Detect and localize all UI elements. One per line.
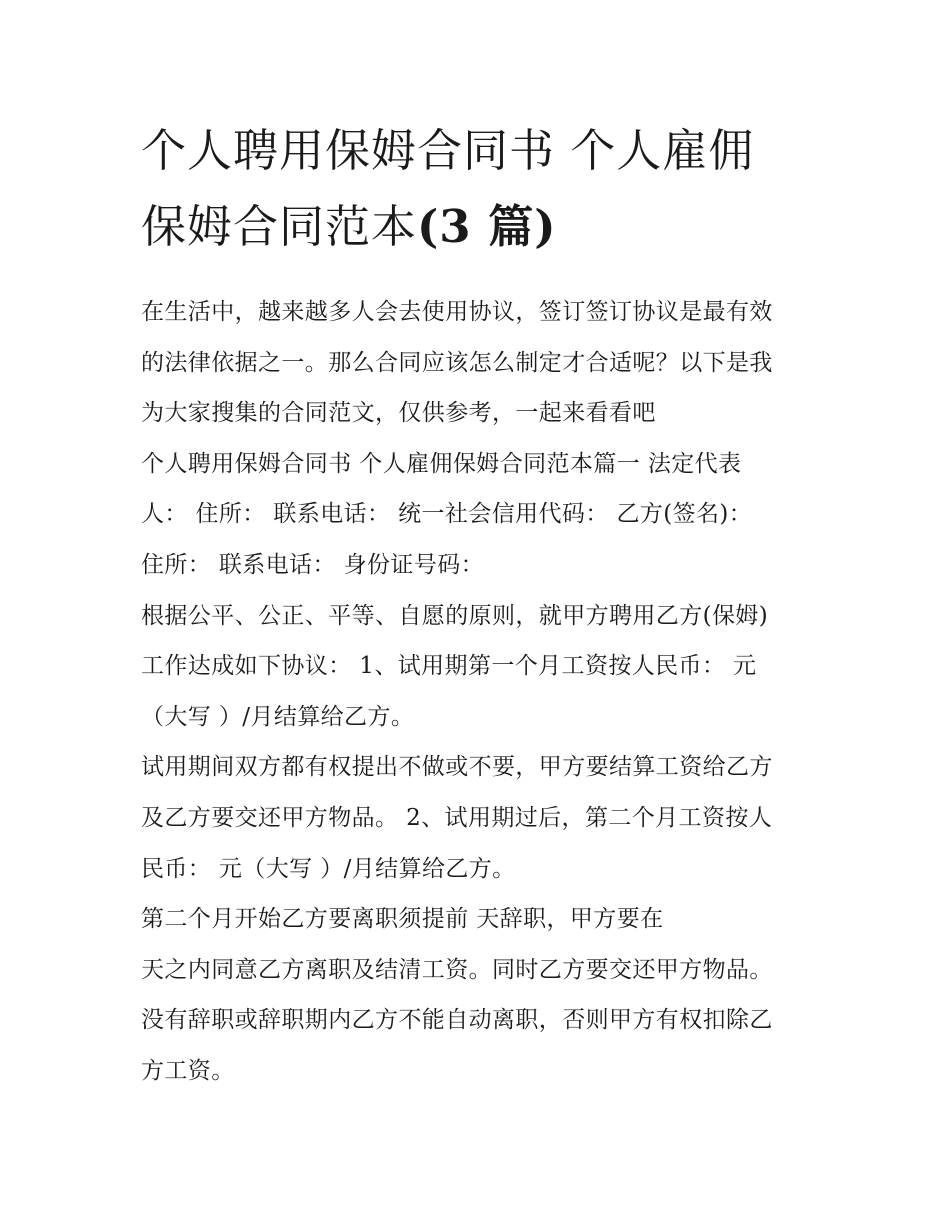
body-line: 第二个月开始乙方要离职须提前 天辞职，甲方要在 xyxy=(141,906,664,933)
body-line: 个人聘用保姆合同书 个人雇佣保姆合同范本篇一 法定代表 xyxy=(141,450,742,477)
title-line-1: 个人聘用保姆合同书 个人雇佣 xyxy=(141,124,755,177)
body-line: 住所： 联系电话： 身份证号码： xyxy=(141,551,485,578)
body-line: 方工资。 xyxy=(141,1057,235,1084)
body-line: （大写 ）/月结算给乙方。 xyxy=(141,703,415,730)
body-line: 工作达成如下协议： 1、试用期第一个月工资按人民币： 元 xyxy=(141,653,757,680)
body-line: 根据公平、公正、平等、自愿的原则，就甲方聘用乙方(保姆) xyxy=(141,602,769,629)
body-line: 在生活中，越来越多人会去使用协议，签订签订协议是最有效 xyxy=(141,299,773,325)
body-line: 没有辞职或辞职期内乙方不能自动离职，否则甲方有权扣除乙 xyxy=(141,1007,773,1034)
body-line: 人： 住所： 联系电话： 统一社会信用代码： 乙方(签名)： xyxy=(141,501,753,528)
title-count: (3 篇) xyxy=(417,200,557,253)
document-title xyxy=(141,113,820,265)
title-line-2-text: 保姆合同范本 xyxy=(141,200,418,253)
body-line: 及乙方要交还甲方物品。 2、试用期过后，第二个月工资按人 xyxy=(141,804,773,831)
body-line: 天之内同意乙方离职及结清工资。同时乙方要交还甲方物品。 xyxy=(141,956,773,983)
title-line-2 xyxy=(141,189,820,265)
body-line: 民币： 元（大写 ）/月结算给乙方。 xyxy=(141,855,516,882)
body-line: 试用期间双方都有权提出不做或不要，甲方要结算工资给乙方 xyxy=(141,754,773,781)
body-line: 为大家搜集的合同范文，仅供参考，一起来看看吧 xyxy=(141,400,656,427)
document-body xyxy=(141,287,820,1097)
body-line: 的法律依据之一。那么合同应该怎么制定才合适呢？以下是我 xyxy=(141,349,773,376)
